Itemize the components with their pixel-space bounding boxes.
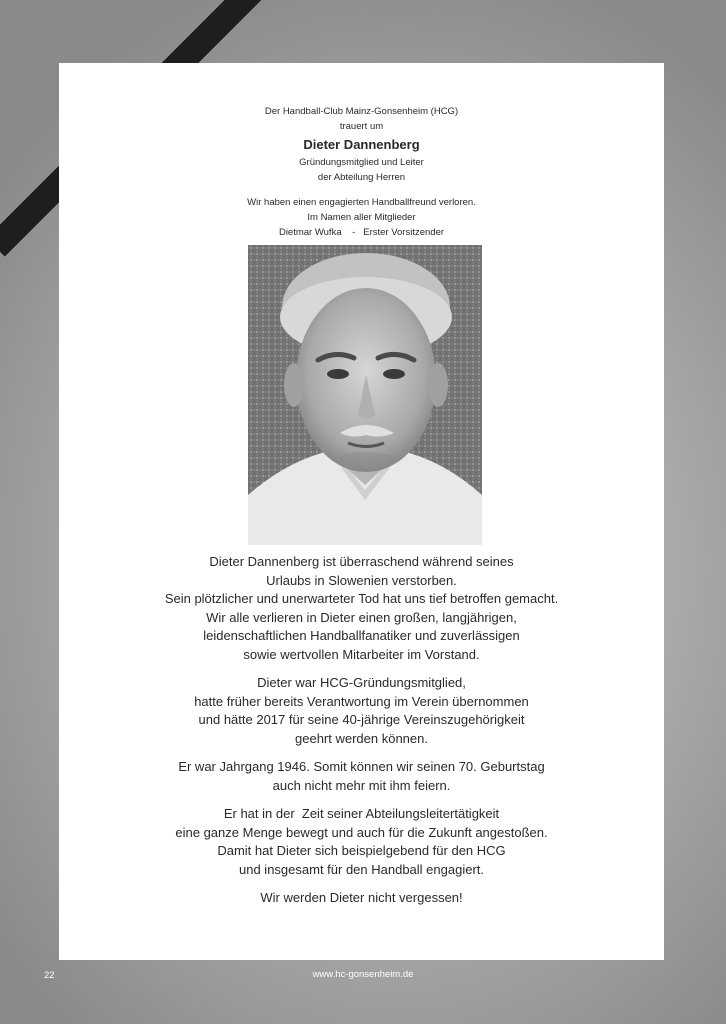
portrait-illustration	[248, 245, 482, 545]
text-line: und insgesamt für den Handball engagiert.	[239, 861, 484, 877]
text-line: Urlaubs in Slowenien verstorben.	[266, 572, 457, 588]
portrait-photo	[248, 245, 482, 545]
text-line: sowie wertvollen Mitarbeiter im Vorstand.	[243, 646, 480, 662]
text-line: eine ganze Menge bewegt und auch für die Zukunft angestoßen.	[175, 824, 548, 840]
text-line: Wir alle verlieren in Dieter einen großen, langjährigen,	[206, 609, 517, 625]
text-line: Dieter war HCG-Gründungsmitglied,	[257, 675, 466, 690]
text-line: Wir werden Dieter nicht vergessen!	[260, 890, 463, 905]
website-url: www.hc-gonsenheim.de	[312, 969, 414, 980]
page-sheet	[59, 63, 664, 960]
text-line: Damit hat Dieter sich beispielgebend für den HCG	[217, 843, 506, 858]
text-line: Er war Jahrgang 1946. Somit können wir seinen 70. Geburtstag	[178, 759, 545, 774]
paragraph	[59, 674, 664, 748]
text-line: Sein plötzlicher und unerwarteter Tod hat uns tief betroffen gemacht.	[164, 591, 559, 606]
tribute-line: Wir haben einen engagierten Handballfreund verloren.	[247, 197, 476, 208]
text-line: und hätte 2017 für seine 40-jährige Vereinszugehörigkeit	[198, 712, 525, 727]
deceased-name: Dieter Dannenberg	[303, 137, 420, 152]
signature-line: Dietmar Wufka - Erster Vorsitzender	[278, 227, 445, 238]
header-line: Der Handball-Club Mainz-Gonsenheim (HCG)	[264, 106, 459, 117]
obituary-header	[59, 104, 664, 240]
page-number: 22	[44, 970, 55, 981]
text-line: leidenschaftlichen Handballfanatiker und zuverlässigen	[203, 628, 520, 643]
obituary-body	[59, 553, 664, 918]
paragraph	[59, 553, 664, 664]
text-line: auch nicht mehr mit ihm feiern.	[272, 777, 451, 793]
role-line: der Abteilung Herren	[317, 172, 406, 183]
tribute-line: Im Namen aller Mitglieder	[307, 212, 416, 223]
role-line: Gründungsmitglied und Leiter	[299, 157, 424, 168]
text-line: Dieter Dannenberg ist überraschend während seines	[209, 554, 514, 569]
paragraph	[59, 805, 664, 879]
text-line: geehrt werden können.	[295, 730, 428, 746]
text-line: hatte früher bereits Verantwortung im Verein übernommen	[194, 693, 529, 709]
header-line: trauert um	[339, 121, 384, 132]
text-line: Er hat in der Zeit seiner Abteilungsleitertätigkeit	[223, 806, 500, 821]
closing-line	[59, 889, 664, 908]
page-footer	[0, 966, 726, 986]
paragraph	[59, 758, 664, 795]
